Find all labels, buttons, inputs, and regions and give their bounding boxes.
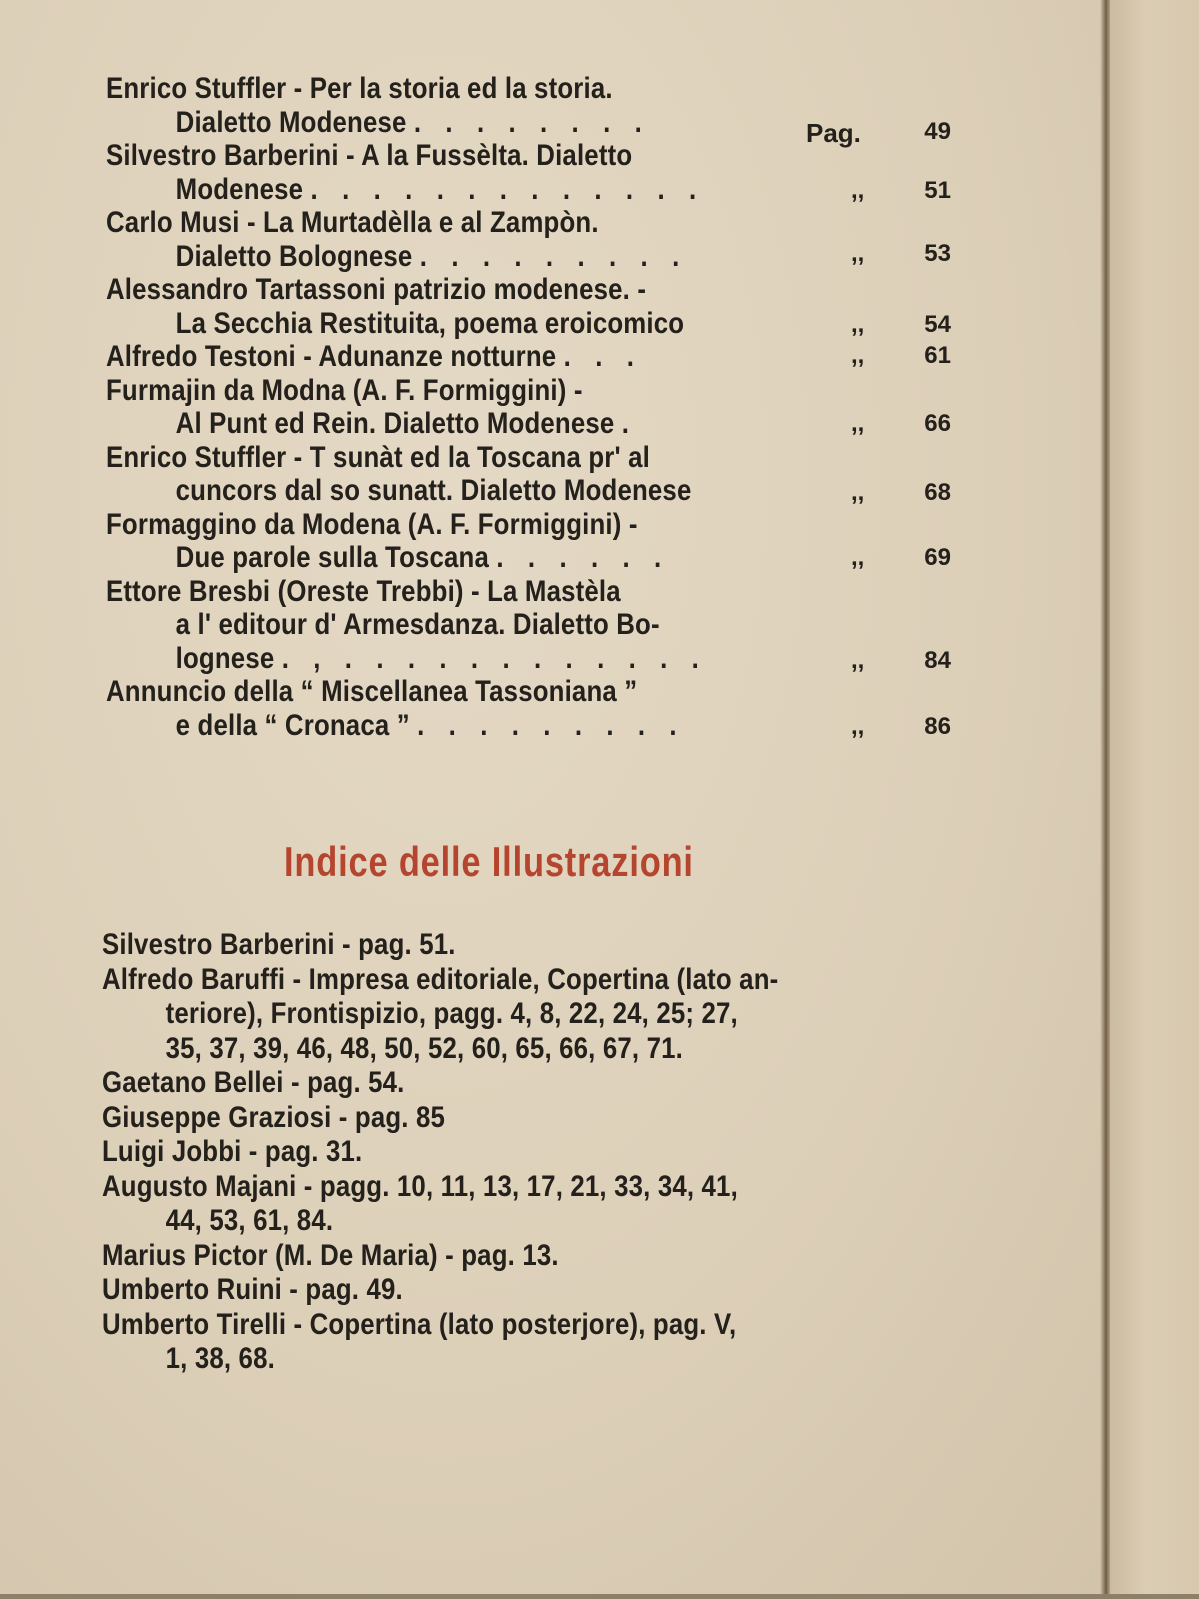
page-reference (806, 177, 976, 205)
illustration-line: Marius Pictor (M. De Maria) - pag. 13. (102, 1238, 559, 1272)
ditto-mark: ,, (851, 543, 865, 571)
toc-entry-line: Dialetto Modenese (175, 105, 407, 139)
toc-entry-line: a l' editour d' Armesdanza. Dialetto Bo- (175, 608, 660, 641)
dot-leader: . , . . . . . . . . . . . . (281, 641, 708, 675)
toc-entry-line: lognese (175, 641, 275, 675)
toc-entry-line: Carlo Musi - La Murtadèlla e al Zampòn. (106, 206, 599, 239)
toc-entry (106, 508, 976, 575)
page-reference (806, 410, 976, 438)
toc-entry-line: Enrico Stuffler - Per la storia ed la storia. (106, 72, 613, 105)
toc-entry-line: Formaggino da Modena (A. F. Formiggini) - (106, 507, 638, 541)
ditto-mark: ,, (851, 311, 865, 338)
toc-entry (106, 675, 976, 742)
page-reference (806, 647, 976, 675)
toc-entry-line: Furmajin da Modna (A. F. Formiggini) - (106, 373, 583, 407)
toc-entry (106, 340, 976, 374)
toc-entry (106, 206, 976, 273)
page-reference (806, 544, 976, 572)
toc-entry-line: Annuncio della “ Miscellanea Tassoniana ” (106, 675, 638, 708)
dot-leader: . . . . . . (496, 541, 670, 574)
illustration-line: teriore), Frontispizio, pagg. 4, 8, 22, 24, 25; 27, (165, 997, 738, 1030)
illustration-entry (102, 1101, 982, 1136)
page-reference (806, 479, 976, 507)
illustration-entry (102, 1308, 982, 1377)
ditto-mark: ,, (851, 646, 865, 674)
page-number: 69 (924, 543, 951, 571)
dot-leader: . (621, 407, 638, 440)
table-of-contents (106, 72, 976, 742)
toc-entry (106, 139, 976, 206)
facing-page-edge (1110, 0, 1199, 1599)
illustration-line: Umberto Ruini - pag. 49. (102, 1273, 403, 1306)
section-heading: Indice delle Illustrazioni (284, 838, 694, 885)
ditto-mark: ,, (851, 409, 865, 437)
toc-entry-line: Modenese (175, 172, 304, 206)
page-number: 68 (924, 478, 951, 506)
toc-entry-line: La Secchia Restituita, poema eroicomico (175, 306, 685, 340)
illustration-line: 44, 53, 61, 84. (165, 1204, 334, 1237)
toc-entry (106, 72, 976, 148)
ditto-mark: ,, (851, 478, 865, 506)
illustration-entry (102, 963, 982, 1067)
illustration-line: Augusto Majani - pagg. 10, 11, 13, 17, 21, 33, 34, 41, (102, 1169, 738, 1203)
illustrations-index (102, 928, 982, 1377)
illustration-entry (102, 1273, 982, 1308)
dot-leader: . . . . . . . . . (419, 239, 688, 273)
page-number: 49 (924, 118, 951, 145)
illustration-line: Alfredo Baruffi - Impresa editoriale, Copertina (lato an- (102, 962, 779, 996)
page-number: 61 (924, 342, 951, 369)
illustration-entry (102, 928, 982, 963)
page-number: 86 (924, 713, 951, 740)
page-reference (806, 240, 976, 268)
toc-entry-line: Alfredo Testoni - Adunanze notturne (106, 340, 557, 373)
page-bottom-edge (0, 1594, 1199, 1599)
illustration-entry (102, 1239, 982, 1274)
illustration-line: Gaetano Bellei - pag. 54. (102, 1066, 405, 1099)
page-reference (806, 311, 976, 339)
page-number: 51 (924, 177, 951, 204)
page-number: 66 (924, 409, 951, 437)
dot-leader: . . . . . . . . . . . . . (310, 172, 705, 206)
toc-entry-line: Enrico Stuffler - T sunàt ed la Toscana pr' al (106, 440, 651, 474)
illustration-entry (102, 1066, 982, 1101)
toc-entry (106, 374, 976, 441)
illustration-entry (102, 1170, 982, 1239)
toc-entry (106, 441, 976, 508)
toc-entry-line: Silvestro Barberini - A la Fussèlta. Dialetto (106, 139, 633, 172)
ditto-mark: ,, (851, 240, 865, 267)
illustration-line: Silvestro Barberini - pag. 51. (102, 928, 456, 961)
ditto-mark: ,, (851, 342, 865, 369)
ditto-mark: ,, (851, 713, 865, 740)
illustration-entry (102, 1135, 982, 1170)
toc-entry-line: Ettore Bresbi (Oreste Trebbi) - La Mastèla (106, 574, 621, 608)
illustration-line: 1, 38, 68. (165, 1342, 275, 1375)
page-number: 84 (924, 646, 951, 674)
toc-entry-line: Dialetto Bolognese (175, 239, 413, 273)
page-reference (806, 342, 976, 370)
dot-leader: . . . (563, 340, 643, 373)
ditto-mark: ,, (851, 177, 865, 204)
toc-entry-line: e della “ Cronaca ” (175, 708, 410, 742)
toc-entry (106, 575, 976, 676)
illustration-line: Umberto Tirelli - Copertina (lato posterjore), pag. V, (102, 1307, 737, 1341)
toc-entry-line: Alessandro Tartassoni patrizio modenese. - (106, 273, 647, 306)
toc-entry (106, 273, 976, 340)
illustration-line: 35, 37, 39, 46, 48, 50, 52, 60, 65, 66, 67, 71. (165, 1031, 683, 1065)
illustration-line: Luigi Jobbi - pag. 31. (102, 1135, 363, 1168)
illustration-line: Giuseppe Graziosi - pag. 85 (102, 1100, 446, 1134)
toc-entry-line: cuncors dal so sunatt. Dialetto Modenese (175, 474, 692, 507)
toc-entry-line: Due parole sulla Toscana (175, 541, 490, 574)
toc-entry-line: Al Punt ed Rein. Dialetto Modenese (175, 407, 615, 440)
dot-leader: . . . . . . . . . (417, 708, 686, 742)
page-reference (806, 713, 976, 741)
page-number: 53 (924, 240, 951, 267)
pag-label: Pag. (806, 118, 861, 148)
dot-leader: . . . . . . . . (413, 105, 651, 139)
page-number: 54 (924, 311, 951, 338)
